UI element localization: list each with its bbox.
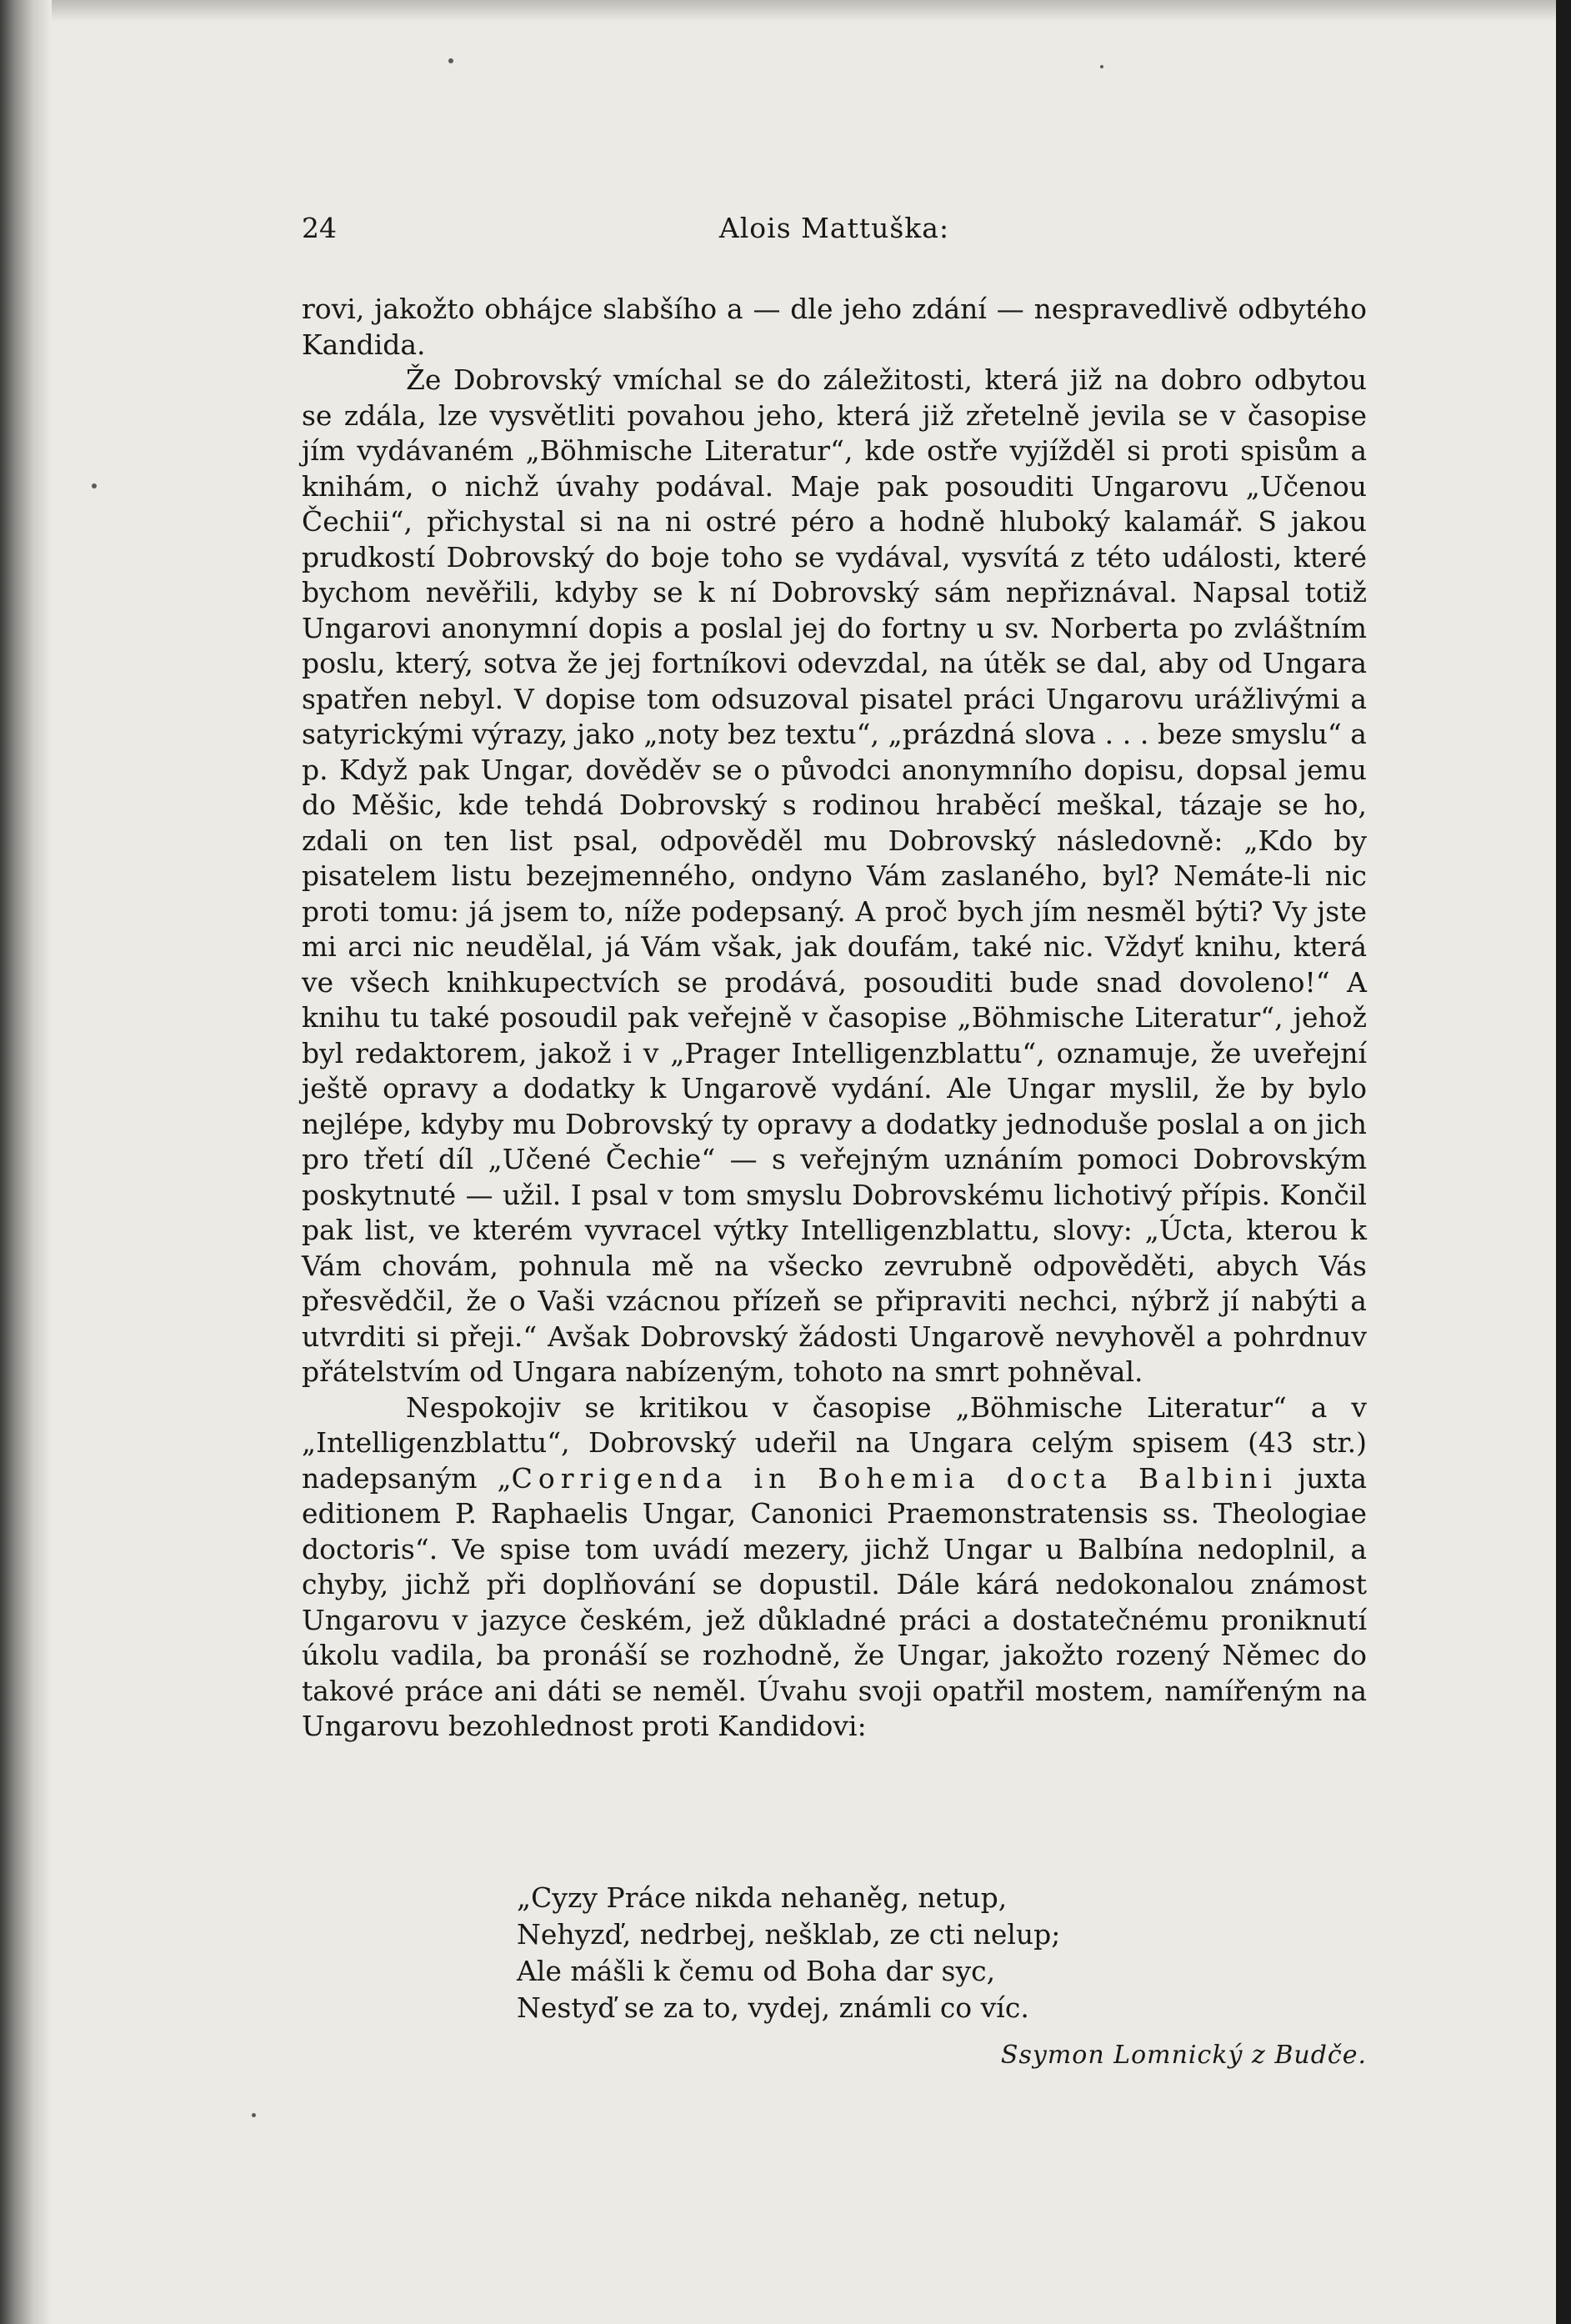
scan-speck xyxy=(448,58,453,63)
paragraph-text: Nespokojiv se kritikou v časopise „Böhmische Literatur“ a v „Intelligenzblattu“, Dobrovský udeřil na Ungara celým spisem (43 str.) nadepsaným „ xyxy=(302,1390,1367,1495)
paragraph-text-continued: juxta editionem P. Raphaelis Ungar, Canonici Praemonstratensis ss. Theologiae doctoris“. Ve spise tom uvádí mezery, jichž Ungar u Balbína nedoplnil, a chyby, jichž při doplňování se dopustil. Dále kárá nedokonalou známost Ungarovu v jazyce českém, jež důkladné práci a dostatečnému proniknutí úkolu vadila, ba pronáší se rozhodně, že Ungar, jakožto rozený Němec do takové práce ani dáti se neměl. Úvahu svoji opatřil mostem, namířeným na Ungarovu bezohlednost proti Kandidovi: xyxy=(302,1461,1368,1742)
scan-shadow-left xyxy=(0,0,52,2324)
scan-speck xyxy=(252,2113,256,2117)
verse-line: „Cyzy Práce nikda nehaněg, netup, xyxy=(517,1881,1008,1914)
page-header xyxy=(302,212,1367,253)
paragraph-3 xyxy=(302,1390,1367,1745)
paragraph-2 xyxy=(302,363,1367,1390)
verse-signature: Ssymon Lomnický z Budče. xyxy=(1000,2041,1367,2070)
scan-edge-right xyxy=(1556,0,1571,2324)
verse-line: Nestyď se za to, vydej, známli co víc. xyxy=(517,1991,1029,2024)
verse-quote xyxy=(517,1880,1183,2026)
paragraph-text: rovi, jakožto obhájce slabšího a — dle jeho zdání — nespravedlivě odbytého Kandida. xyxy=(302,293,1367,361)
verse-line: Nehyzď, nedrbej, nešklab, ze cti nelup; xyxy=(517,1918,1061,1951)
running-head: Alois Mattuška: xyxy=(718,212,950,244)
paragraph-1 xyxy=(302,292,1367,363)
scan-shadow-top xyxy=(0,0,1571,22)
paragraph-text: Že Dobrovský vmíchal se do záležitosti, která již na dobro odbytou se zdála, lze vysvětliti povahou jeho, která již zřetelně jevila se v časopise jím vydávaném „Böhmische Literatur“, kde ostře vyjížděl si proti spisům a knihám, o nichž úvahy podával. Maje pak posouditi Ungarovu „Učenou Čechii“, přichystal si na ni ostré péro a hodně hluboký kalamář. S jakou prudkostí Dobrovský do boje toho se vydával, vysvítá z této události, které bychom nevěřili, kdyby se k ní Dobrovský sám nepřiznával. Napsal totiž Ungarovi anonymní dopis a poslal jej do fortny u sv. Norberta po zvláštním poslu, který, sotva že jej fortníkovi odevzdal, na útěk se dal, aby od Ungara spatřen nebyl. V dopise tom odsuzoval pisatel práci Ungarovu urážlivými a satyrickými výrazy, jako „noty bez textu“, „prázdná slova . . . beze smyslu“ a p. Když pak Ungar, dověděv se o původci anonymního dopisu, dopsal jemu do Měšic, kde tehdá Dobrovský s rodinou hraběcí meškal, tázaje se ho, zdali on ten list psal, odpověděl mu Dobrovský následovně: „Kdo by pisatelem listu bezejmenného, ondyno Vám zaslaného, byl? Nemáte-li nic proti tomu: já jsem to, níže podepsaný. A proč bych jím nesměl býti? Vy jste mi arci nic neudělal, já Vám však, jak doufám, také nic. Vždyť knihu, která ve všech knihkupectvích se prodává, posouditi bude snad dovoleno!“ A knihu tu také posoudil pak veřejně v časopise „Böhmische Literatur“, jehož byl redaktorem, jakož i v „Prager Intelligenzblattu“, oznamuje, že uveřejní ještě opravy a dodatky k Ungarově vydání. Ale Ungar myslil, že by bylo nejlépe, kdyby mu Dobrovský ty opravy a dodatky jednoduše poslal a on jich pro třetí díl „Učené Čechie“ — s veřejným uznáním pomoci Dobrovským poskytnuté — užil. I psal v tom smyslu Dobrovskému lichotivý přípis. Končil pak list, ve kterém vyvracel výtky Intelligenzblattu, slovy: „Úcta, kterou k Vám chovám, pohnula mě na všecko zevrubně odpověděti, abych Vás přesvědčil, že o Vaši vzácnou přízeň se připraviti nechci, nýbrž jí nabýti a utvrditi si přeji.“ Avšak Dobrovský žádosti Ungarově nevyhověl a pohrdnuv přátelstvím od Ungara nabízeným, tohoto na smrt pohněval. xyxy=(302,363,1367,1388)
page-number: 24 xyxy=(302,212,337,244)
book-page xyxy=(302,200,1367,2301)
scan-speck xyxy=(92,483,97,488)
scan-speck xyxy=(1100,65,1103,68)
verse-line: Ale mášli k čemu od Boha dar syc, xyxy=(517,1955,996,1987)
body-text xyxy=(302,292,1367,1745)
spaced-title: Corrigenda in Bohemia docta Balbini xyxy=(511,1461,1278,1495)
